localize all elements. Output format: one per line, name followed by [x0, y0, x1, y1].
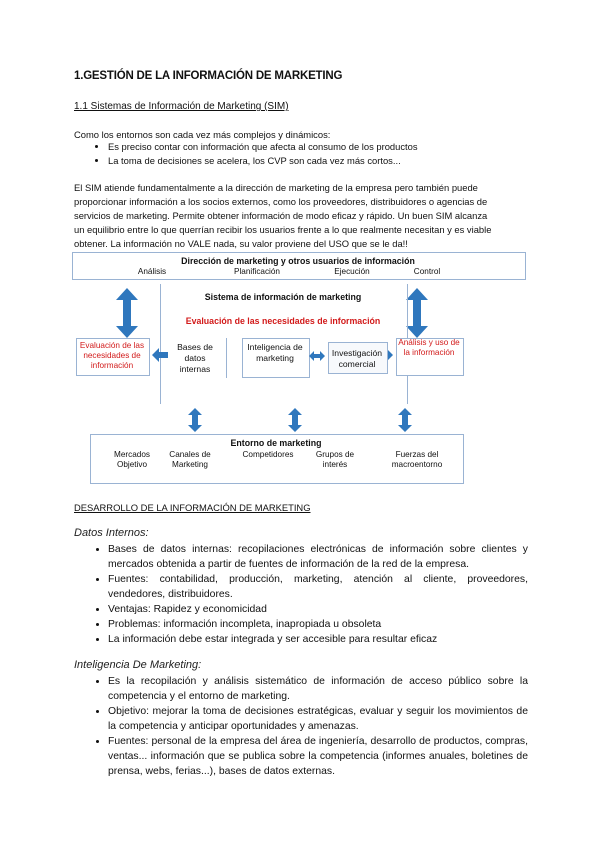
paragraph-line: obtener. La información no VALE nada, su valor proviene del USO que se le da!! [74, 238, 408, 249]
diagram-users-title: Dirección de marketing y otros usuarios de información [181, 256, 415, 266]
research-label: Investigación comercial [331, 348, 383, 369]
list-item: • Bases de datos internas: recopilaciones electrónicas de información sobre clientes y mercados obtenida a partir de fuentes de información de la red de la empresa. [108, 542, 528, 572]
environment-item: Competidores [242, 450, 294, 459]
left-evaluation-text: Evaluación de las necesidades de información [79, 341, 145, 370]
paragraph-line: un equilibrio entre lo que querrían recibir los usuarios frente a lo que realmente necesitan y es viable [74, 224, 492, 235]
environment-item: Grupos de interés [315, 450, 355, 469]
diagram-top-item: Control [413, 267, 441, 276]
sim-title: Sistema de información de marketing [204, 292, 362, 302]
environment-item: Canales de Marketing [169, 450, 211, 469]
intel-title: Inteligencia De Marketing: [74, 659, 202, 671]
intro-text: Como los entornos son cada vez más complejos y dinámicos: [74, 129, 331, 140]
intel-bullet-list [74, 674, 528, 779]
internal-databases-label: Bases de datos internas [177, 342, 213, 374]
needs-evaluation-label: Evaluación de las necesidades de información [185, 316, 381, 326]
intelligence-label: Inteligencia de marketing [247, 342, 303, 363]
page-heading: 1.GESTIÓN DE LA INFORMACIÓN DE MARKETING [74, 70, 343, 82]
datos-title: Datos Internos: [74, 527, 149, 539]
sim-diagram [62, 252, 530, 484]
down-up-arrow [398, 408, 412, 432]
left-vertical-arrow [114, 288, 140, 338]
down-up-arrow [188, 408, 202, 432]
paragraph-line: servicios de marketing. Permite obtener información de modo eficaz y rápido. Un buen SIM alcanza [74, 210, 488, 221]
list-item: • Es preciso contar con información que afecta al consumo de los productos [108, 140, 418, 154]
down-up-arrow [288, 408, 302, 432]
environment-item: Fuerzas del macroentorno [391, 450, 443, 469]
list-item: • La toma de decisiones se acelera, los CVP son cada vez más cortos... [108, 154, 418, 168]
paragraph-line: proporcionar información a los socios externos, como los proveedores, distribuidores o agencias de [74, 196, 488, 207]
datos-bullet-list [74, 542, 528, 647]
left-arrow [152, 348, 168, 362]
diagram-top-item: Ejecución [334, 267, 370, 276]
section2-heading: DESARROLLO DE LA INFORMACIÓN DE MARKETING [74, 502, 311, 513]
section-subheading: 1.1 Sistemas de Información de Marketing (SIM) [74, 101, 289, 112]
list-item: • Fuentes: personal de la empresa del área de ingeniería, desarrollo de productos, compras, ventas... información que se publica sobre la competencia (informes anuales, boletines de prensa, webs, ferias...), bases de datos externas. [108, 734, 528, 779]
diagram-top-item: Planificación [234, 267, 280, 276]
divider [226, 338, 227, 378]
right-analysis-text: Análisis y uso de la información [398, 338, 460, 357]
list-item: • Fuentes: contabilidad, producción, marketing, atención al cliente, proveedores, vendedores, distribuidores. [108, 572, 528, 602]
environment-title: Entorno de marketing [230, 438, 322, 448]
diagram-top-item: Análisis [137, 267, 167, 276]
paragraph-line: El SIM atiende fundamentalmente a la dirección de marketing de la empresa pero también puede [74, 182, 478, 193]
list-item: • Ventajas: Rapidez y economicidad [108, 602, 528, 617]
list-item: • La información debe estar integrada y ser accesible para resultar eficaz [108, 632, 528, 647]
list-item: • Problemas: información incompleta, inapropiada u obsoleta [108, 617, 528, 632]
list-item: • Es la recopilación y análisis sistemático de información de acceso público sobre la competencia y el entorno de marketing. [108, 674, 528, 704]
sim-paragraph [74, 181, 526, 251]
list-item: • Objetivo: mejorar la toma de decisiones estratégicas, evaluar y seguir los movimientos de la competencia y anticipar oportunidades y amenazas. [108, 704, 528, 734]
intro-bullet-list [74, 140, 418, 167]
bidirectional-arrow [309, 351, 325, 361]
environment-item: Mercados Objetivo [114, 450, 150, 469]
